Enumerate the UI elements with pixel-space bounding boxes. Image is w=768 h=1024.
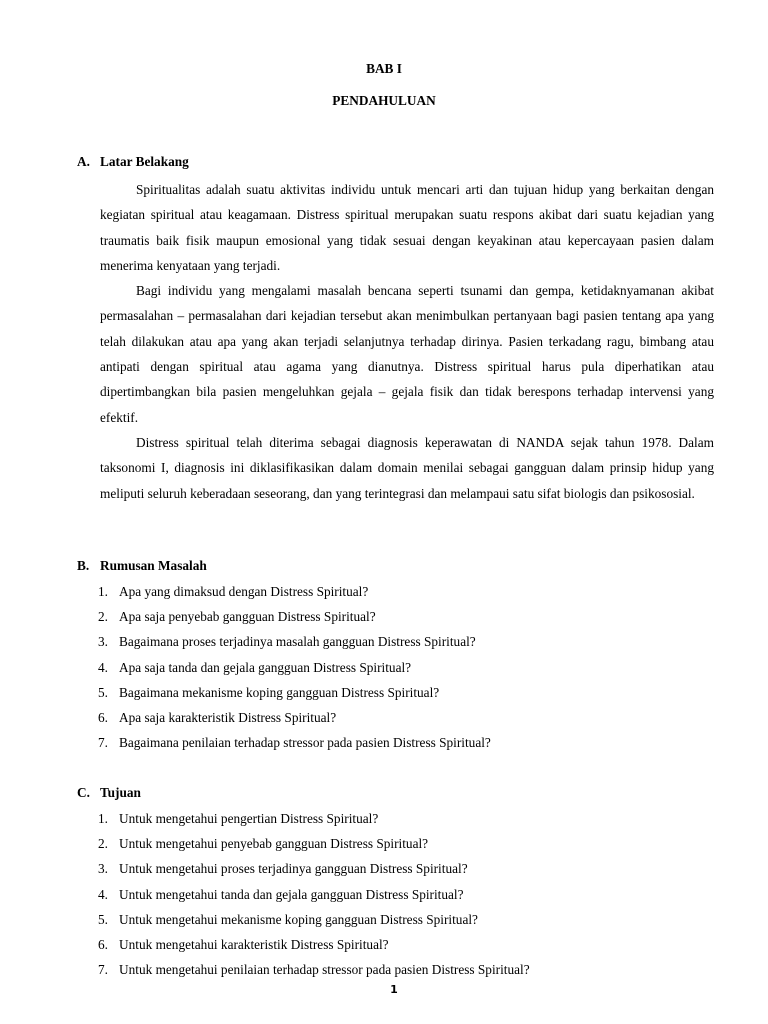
page-number: 1: [390, 983, 398, 996]
list-item-text: Bagaimana penilaian terhadap stressor pada pasien Distress Spiritual?: [119, 735, 491, 751]
research-questions-list: [98, 579, 718, 755]
list-item-text: Untuk mengetahui penyebab gangguan Distress Spiritual?: [119, 836, 429, 852]
list-number: 6.: [98, 937, 108, 953]
paragraph: Spiritualitas adalah suatu aktivitas individu untuk mencari arti dan tujuan hidup yang berkaitan dengan kegiatan spiritual atau keagamaan. Distress spiritual merupakan suatu respons akibat dari suatu kejadian yang traumatis baik fisik maupun emosional yang tidak sesuai dengan keyakinan atau kepercayaan pasien dalam menerima kenyataan yang terjadi.: [100, 182, 714, 273]
list-number: 3.: [98, 861, 108, 877]
chapter-title: PENDAHULUAN: [332, 93, 436, 108]
list-item: [98, 680, 718, 705]
section-c-letter: C.: [77, 785, 90, 800]
list-item: [98, 629, 718, 654]
list-item: [98, 730, 718, 755]
list-item-text: Apa yang dimaksud dengan Distress Spiritual?: [119, 584, 369, 599]
list-item-text: Untuk mengetahui penilaian terhadap stressor pada pasien Distress Spiritual?: [119, 962, 530, 978]
list-number: 5.: [98, 684, 108, 700]
section-b-letter: B.: [77, 558, 90, 573]
list-item: [98, 655, 718, 680]
section-c-heading: [77, 785, 141, 801]
list-item-text: Untuk mengetahui karakteristik Distress Spiritual?: [119, 937, 389, 953]
list-number: 5.: [98, 911, 108, 927]
list-item-text: Bagaimana mekanisme koping gangguan Distress Spiritual?: [119, 684, 440, 700]
list-number: 7.: [98, 962, 108, 978]
list-number: 3.: [98, 634, 108, 650]
list-item-text: Apa saja penyebab gangguan Distress Spiritual?: [119, 609, 376, 625]
list-item: [98, 856, 718, 881]
list-item-text: Bagaimana proses terjadinya masalah gangguan Distress Spiritual?: [119, 634, 476, 650]
list-item: [98, 579, 718, 604]
list-item: [98, 907, 718, 932]
list-number: 1.: [98, 584, 108, 599]
list-item: [98, 604, 718, 629]
list-item: [98, 705, 718, 730]
list-number: 2.: [98, 609, 108, 625]
section-b-title: Rumusan Masalah: [100, 558, 207, 573]
list-number: 7.: [98, 735, 108, 751]
list-number: 1.: [98, 811, 108, 826]
list-number: 2.: [98, 836, 108, 852]
list-item: [98, 932, 718, 957]
section-a-body: [100, 177, 714, 506]
list-item-text: Untuk mengetahui mekanisme koping gangguan Distress Spiritual?: [119, 911, 478, 927]
list-item: [98, 806, 718, 831]
list-number: 4.: [98, 886, 108, 902]
section-c-title: Tujuan: [100, 785, 141, 800]
list-item-text: Apa saja tanda dan gejala gangguan Distress Spiritual?: [119, 659, 412, 675]
list-item: [98, 882, 718, 907]
list-number: 4.: [98, 659, 108, 675]
list-item: [98, 831, 718, 856]
list-item-text: Apa saja karakteristik Distress Spiritual?: [119, 710, 337, 726]
list-item-text: Untuk mengetahui tanda dan gejala gangguan Distress Spiritual?: [119, 886, 464, 902]
list-item-text: Untuk mengetahui pengertian Distress Spiritual?: [119, 811, 379, 826]
list-item-text: Untuk mengetahui proses terjadinya gangguan Distress Spiritual?: [119, 861, 468, 877]
paragraph: Distress spiritual telah diterima sebagai diagnosis keperawatan di NANDA sejak tahun 1978. Dalam taksonomi I, diagnosis ini diklasifikasikan dalam domain menilai sebagai gangguan dalam prinsip hidup yang meliputi seluruh keberadaan seseorang, dan yang terintegrasi dan melampaui satu sifat biologis dan psikososial.: [100, 434, 714, 501]
section-b-heading: [77, 558, 207, 574]
chapter-number: BAB I: [366, 61, 402, 76]
objectives-list: [98, 806, 718, 982]
paragraph: Bagi individu yang mengalami masalah bencana seperti tsunami dan gempa, ketidaknyamanan akibat permasalahan – permasalahan dari kejadian tersebut akan menimbulkan pertanyaan bagi pasien tentang apa yang telah dilakukan atau apa yang akan terjadi selanjutnya terhadap dirinya. Pasien terkadang ragu, bimbang atau antipati dengan spiritual atau agama yang dianutnya. Distress spiritual harus pula diperhatikan atau dipertimbangkan bila pasien mengeluhkan gejala – gejala fisik dan tidak berespons terhadap intervensi yang efektif.: [100, 283, 714, 425]
section-a-heading: [77, 154, 189, 170]
list-number: 6.: [98, 710, 108, 726]
section-a-letter: A.: [77, 154, 90, 169]
section-a-title: Latar Belakang: [100, 154, 189, 169]
list-item: [98, 957, 718, 982]
